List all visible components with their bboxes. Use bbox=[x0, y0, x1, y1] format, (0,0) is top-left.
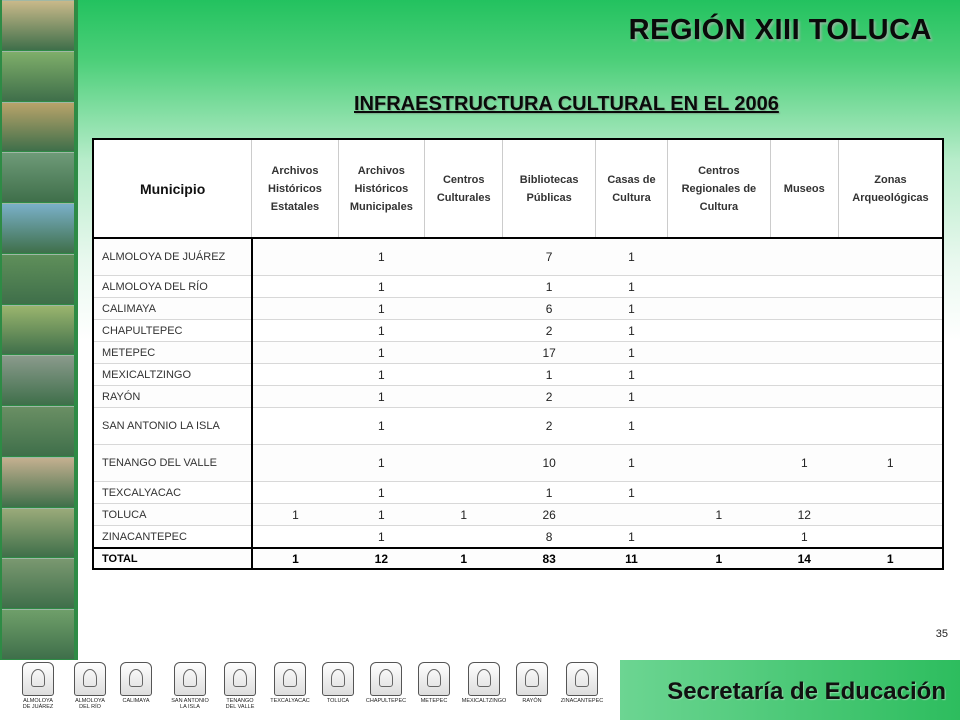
value-cell: 1 bbox=[595, 364, 667, 386]
photo-tile bbox=[2, 355, 74, 405]
emblem-label: METEPEC bbox=[420, 698, 448, 704]
value-cell bbox=[770, 482, 838, 504]
value-cell: 14 bbox=[770, 548, 838, 569]
value-cell: 1 bbox=[595, 342, 667, 364]
infrastructure-table bbox=[92, 138, 944, 570]
value-cell bbox=[770, 238, 838, 276]
table-row bbox=[93, 320, 943, 342]
emblem-8 bbox=[408, 662, 460, 704]
value-cell bbox=[252, 482, 338, 504]
emblem-label: TEXCALYACAC bbox=[270, 698, 310, 704]
emblem-5 bbox=[264, 662, 316, 704]
value-cell bbox=[425, 364, 503, 386]
value-cell: 1 bbox=[503, 482, 595, 504]
glyph-icon bbox=[566, 662, 598, 696]
photo-tile bbox=[2, 152, 74, 202]
value-cell: 1 bbox=[595, 482, 667, 504]
table-total-row bbox=[93, 548, 943, 569]
column-header-municipio: Municipio bbox=[93, 139, 252, 238]
value-cell bbox=[770, 342, 838, 364]
value-cell bbox=[770, 364, 838, 386]
photo-tile bbox=[2, 102, 74, 152]
value-cell bbox=[668, 320, 770, 342]
photo-tile bbox=[2, 254, 74, 304]
municipality-cell: ZINACANTEPEC bbox=[93, 526, 252, 549]
value-cell: 2 bbox=[503, 386, 595, 408]
value-cell: 1 bbox=[338, 342, 424, 364]
value-cell: 1 bbox=[595, 526, 667, 549]
table-row bbox=[93, 526, 943, 549]
glyph-icon bbox=[322, 662, 354, 696]
value-cell: 1 bbox=[668, 548, 770, 569]
municipality-emblems bbox=[6, 662, 616, 718]
value-cell bbox=[770, 298, 838, 320]
value-cell: 11 bbox=[595, 548, 667, 569]
value-cell: 1 bbox=[595, 445, 667, 482]
emblem-0 bbox=[12, 662, 64, 710]
value-cell: 1 bbox=[595, 238, 667, 276]
value-cell: 12 bbox=[770, 504, 838, 526]
value-cell bbox=[838, 342, 943, 364]
glyph-icon bbox=[370, 662, 402, 696]
emblem-7 bbox=[360, 662, 412, 704]
emblem-label: MEXICALTZINGO bbox=[461, 698, 507, 704]
emblem-label: TENANGO DEL VALLE bbox=[225, 698, 255, 710]
value-cell bbox=[252, 276, 338, 298]
municipality-cell: CHAPULTEPEC bbox=[93, 320, 252, 342]
value-cell: 10 bbox=[503, 445, 595, 482]
emblem-label: ALMOLOYA DE JUÁREZ bbox=[22, 698, 54, 710]
photo-tile bbox=[2, 51, 74, 101]
value-cell: 1 bbox=[595, 386, 667, 408]
value-cell bbox=[838, 408, 943, 445]
photo-tile bbox=[2, 457, 74, 507]
column-header: Centros Culturales bbox=[425, 139, 503, 238]
region-title: REGIÓN XIII TOLUCA bbox=[628, 14, 932, 46]
value-cell bbox=[252, 445, 338, 482]
emblem-1 bbox=[64, 662, 116, 710]
value-cell bbox=[425, 276, 503, 298]
value-cell bbox=[668, 482, 770, 504]
value-cell bbox=[668, 445, 770, 482]
value-cell bbox=[425, 238, 503, 276]
value-cell bbox=[838, 320, 943, 342]
column-header: Archivos Históricos Estatales bbox=[252, 139, 338, 238]
table-row bbox=[93, 342, 943, 364]
value-cell bbox=[668, 364, 770, 386]
column-header: Centros Regionales de Cultura bbox=[668, 139, 770, 238]
value-cell: 1 bbox=[425, 548, 503, 569]
value-cell bbox=[770, 386, 838, 408]
value-cell: 1 bbox=[252, 504, 338, 526]
value-cell bbox=[252, 386, 338, 408]
value-cell bbox=[668, 238, 770, 276]
value-cell bbox=[668, 408, 770, 445]
value-cell bbox=[425, 408, 503, 445]
emblem-label: RAYÓN bbox=[522, 698, 542, 704]
value-cell bbox=[838, 504, 943, 526]
value-cell: 1 bbox=[252, 548, 338, 569]
value-cell bbox=[668, 526, 770, 549]
glyph-icon bbox=[74, 662, 106, 696]
value-cell bbox=[838, 386, 943, 408]
value-cell bbox=[425, 526, 503, 549]
value-cell: 1 bbox=[338, 386, 424, 408]
value-cell bbox=[838, 482, 943, 504]
value-cell bbox=[838, 276, 943, 298]
glyph-icon bbox=[22, 662, 54, 696]
municipality-cell: TEXCALYACAC bbox=[93, 482, 252, 504]
value-cell: 6 bbox=[503, 298, 595, 320]
value-cell bbox=[252, 238, 338, 276]
value-cell bbox=[425, 320, 503, 342]
table-header-row bbox=[93, 139, 943, 238]
value-cell: 1 bbox=[595, 298, 667, 320]
emblem-label: CHAPULTEPEC bbox=[365, 698, 407, 704]
secretaria-label: Secretaría de Educación bbox=[667, 678, 946, 705]
glyph-icon bbox=[274, 662, 306, 696]
photo-strip bbox=[0, 0, 78, 660]
table-row bbox=[93, 364, 943, 386]
value-cell bbox=[425, 342, 503, 364]
value-cell: 1 bbox=[338, 504, 424, 526]
value-cell bbox=[838, 298, 943, 320]
glyph-icon bbox=[418, 662, 450, 696]
table-row bbox=[93, 408, 943, 445]
value-cell: 1 bbox=[338, 445, 424, 482]
value-cell: 2 bbox=[503, 408, 595, 445]
glyph-icon bbox=[174, 662, 206, 696]
photo-tile bbox=[2, 203, 74, 253]
emblem-11 bbox=[556, 662, 608, 704]
value-cell: 1 bbox=[338, 408, 424, 445]
table-row bbox=[93, 482, 943, 504]
municipality-cell: CALIMAYA bbox=[93, 298, 252, 320]
column-header: Museos bbox=[770, 139, 838, 238]
value-cell bbox=[668, 276, 770, 298]
value-cell: 1 bbox=[338, 276, 424, 298]
table-row bbox=[93, 238, 943, 276]
value-cell bbox=[252, 298, 338, 320]
glyph-icon bbox=[468, 662, 500, 696]
secretaria-banner bbox=[620, 660, 960, 720]
value-cell bbox=[425, 386, 503, 408]
photo-tile bbox=[2, 609, 74, 659]
value-cell: 8 bbox=[503, 526, 595, 549]
emblem-10 bbox=[506, 662, 558, 704]
value-cell bbox=[838, 526, 943, 549]
footer bbox=[0, 660, 960, 720]
emblem-4 bbox=[214, 662, 266, 710]
emblem-label: CALIMAYA bbox=[122, 698, 150, 704]
glyph-icon bbox=[516, 662, 548, 696]
value-cell bbox=[425, 482, 503, 504]
value-cell bbox=[252, 320, 338, 342]
municipality-cell: TOTAL bbox=[93, 548, 252, 569]
value-cell: 1 bbox=[503, 276, 595, 298]
column-header: Bibliotecas Públicas bbox=[503, 139, 595, 238]
value-cell: 7 bbox=[503, 238, 595, 276]
column-header: Archivos Históricos Municipales bbox=[338, 139, 424, 238]
photo-tile bbox=[2, 558, 74, 608]
value-cell: 2 bbox=[503, 320, 595, 342]
value-cell: 1 bbox=[338, 298, 424, 320]
value-cell bbox=[252, 526, 338, 549]
value-cell bbox=[425, 298, 503, 320]
emblem-9 bbox=[458, 662, 510, 704]
table-body bbox=[93, 238, 943, 569]
municipality-cell: METEPEC bbox=[93, 342, 252, 364]
emblem-3 bbox=[164, 662, 216, 710]
value-cell: 1 bbox=[838, 548, 943, 569]
value-cell bbox=[668, 342, 770, 364]
value-cell bbox=[252, 408, 338, 445]
value-cell bbox=[838, 238, 943, 276]
value-cell: 1 bbox=[595, 276, 667, 298]
glyph-icon bbox=[224, 662, 256, 696]
emblem-label: TOLUCA bbox=[326, 698, 350, 704]
value-cell: 12 bbox=[338, 548, 424, 569]
photo-tile bbox=[2, 305, 74, 355]
value-cell: 1 bbox=[770, 526, 838, 549]
value-cell bbox=[668, 298, 770, 320]
value-cell bbox=[425, 445, 503, 482]
value-cell: 1 bbox=[338, 482, 424, 504]
value-cell bbox=[770, 408, 838, 445]
value-cell bbox=[252, 342, 338, 364]
photo-tile bbox=[2, 0, 74, 50]
page-title: INFRAESTRUCTURA CULTURAL EN EL 2006 bbox=[354, 93, 779, 115]
value-cell: 1 bbox=[338, 238, 424, 276]
value-cell: 1 bbox=[338, 364, 424, 386]
photo-tile bbox=[2, 508, 74, 558]
value-cell: 17 bbox=[503, 342, 595, 364]
emblem-label: SAN ANTONIO LA ISLA bbox=[171, 698, 209, 710]
value-cell: 1 bbox=[595, 320, 667, 342]
value-cell bbox=[668, 386, 770, 408]
glyph-icon bbox=[120, 662, 152, 696]
table-row bbox=[93, 386, 943, 408]
emblem-label: ALMOLOYA DEL RÍO bbox=[75, 698, 105, 710]
municipality-cell: MEXICALTZINGO bbox=[93, 364, 252, 386]
page-number: 35 bbox=[935, 628, 948, 640]
value-cell bbox=[252, 364, 338, 386]
value-cell: 1 bbox=[503, 364, 595, 386]
value-cell bbox=[770, 276, 838, 298]
table-row bbox=[93, 276, 943, 298]
value-cell: 26 bbox=[503, 504, 595, 526]
municipality-cell: ALMOLOYA DE JUÁREZ bbox=[93, 238, 252, 276]
table-row bbox=[93, 504, 943, 526]
value-cell: 1 bbox=[668, 504, 770, 526]
emblem-6 bbox=[312, 662, 364, 704]
municipality-cell: ALMOLOYA DEL RÍO bbox=[93, 276, 252, 298]
table-row bbox=[93, 445, 943, 482]
municipality-cell: TOLUCA bbox=[93, 504, 252, 526]
emblem-label: ZINACANTEPEC bbox=[560, 698, 604, 704]
value-cell: 1 bbox=[338, 320, 424, 342]
emblem-2 bbox=[110, 662, 162, 704]
column-header: Zonas Arqueológicas bbox=[838, 139, 943, 238]
value-cell: 1 bbox=[838, 445, 943, 482]
value-cell bbox=[838, 364, 943, 386]
value-cell: 1 bbox=[425, 504, 503, 526]
value-cell: 1 bbox=[595, 408, 667, 445]
column-header: Casas de Cultura bbox=[595, 139, 667, 238]
municipality-cell: SAN ANTONIO LA ISLA bbox=[93, 408, 252, 445]
municipality-cell: TENANGO DEL VALLE bbox=[93, 445, 252, 482]
value-cell bbox=[595, 504, 667, 526]
photo-tile bbox=[2, 406, 74, 456]
value-cell: 1 bbox=[770, 445, 838, 482]
municipality-cell: RAYÓN bbox=[93, 386, 252, 408]
value-cell: 1 bbox=[338, 526, 424, 549]
value-cell: 83 bbox=[503, 548, 595, 569]
table-row bbox=[93, 298, 943, 320]
value-cell bbox=[770, 320, 838, 342]
